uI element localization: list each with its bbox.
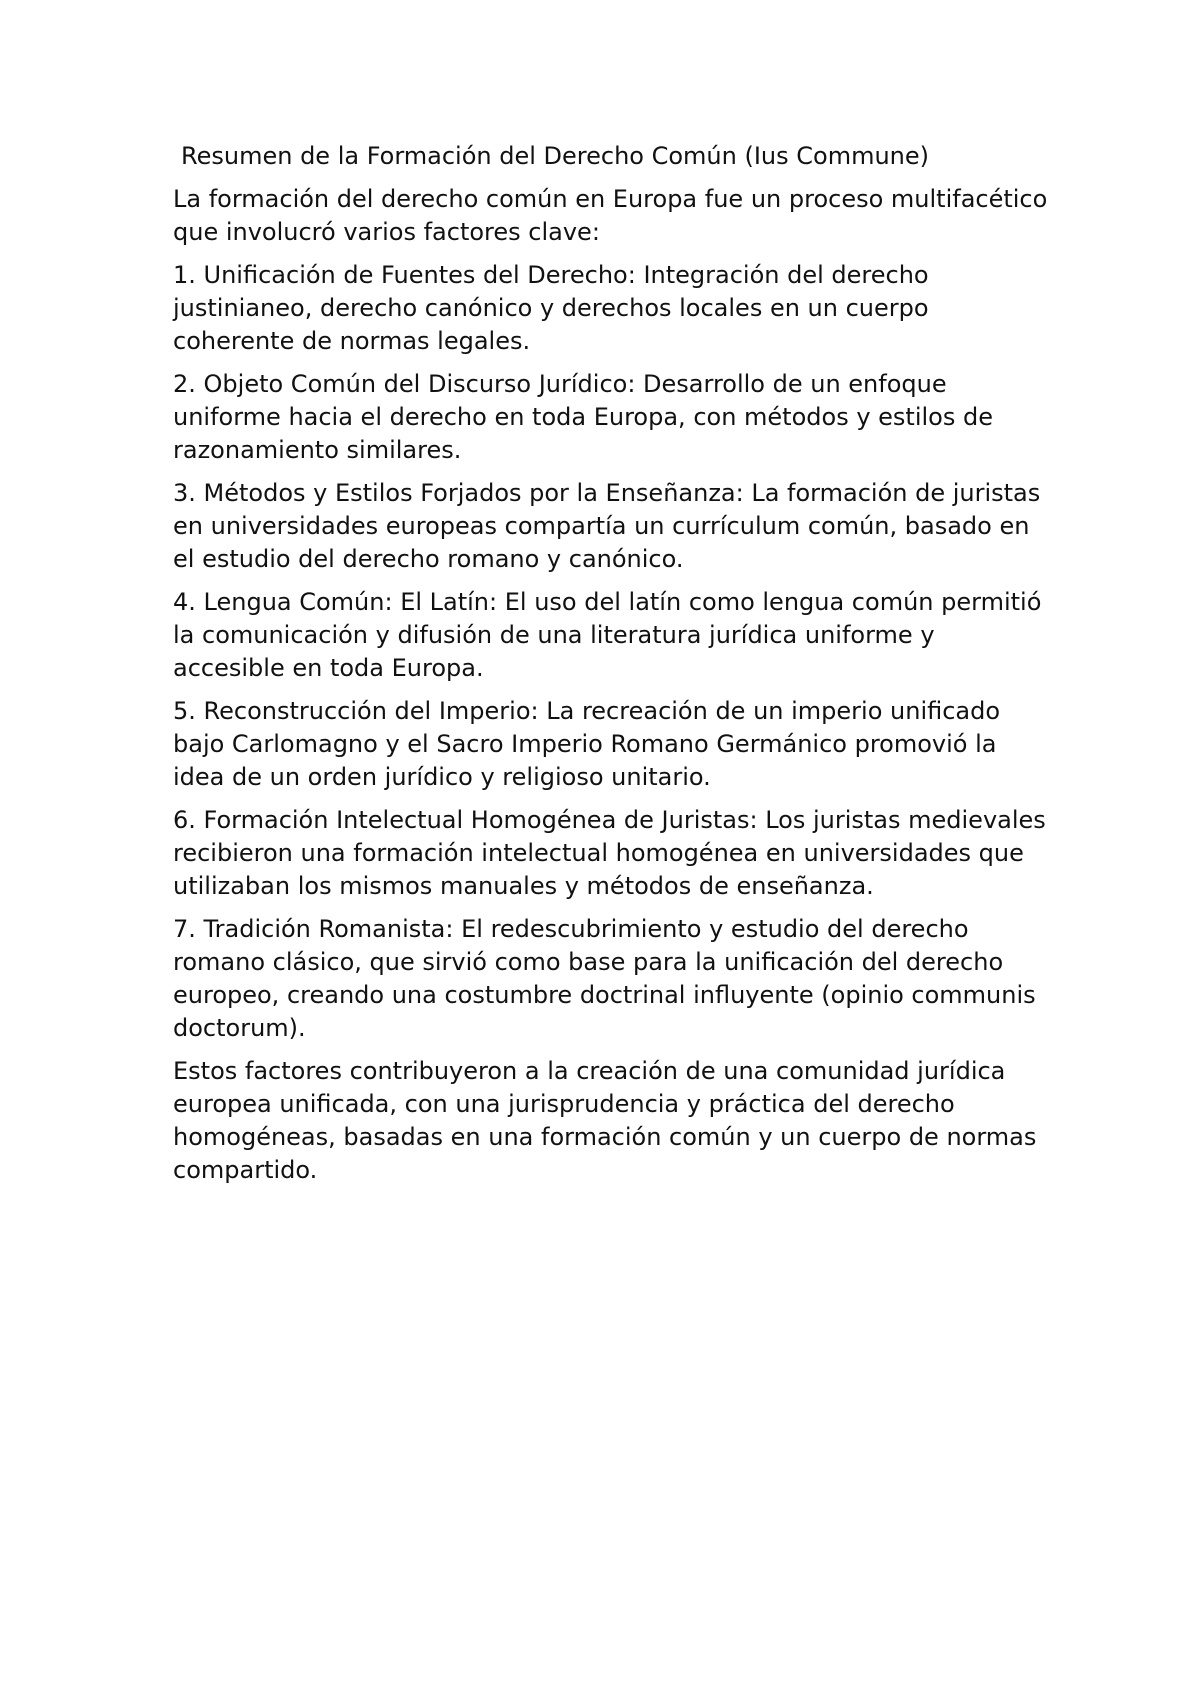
intro-paragraph: La formación del derecho común en Europa fue un proceso multifacético que involucró varios factores clave: bbox=[173, 185, 1048, 246]
list-item: 6. Formación Intelectual Homogénea de Juristas: Los juristas medievales recibieron una formación intelectual homogénea en universidades que utilizaban los mismos manuales y métodos de enseñanza. bbox=[173, 806, 1046, 900]
list-item: 4. Lengua Común: El Latín: El uso del latín como lengua común permitió la comunicación y difusión de una literatura jurídica uniforme y accesible en toda Europa. bbox=[173, 588, 1042, 682]
list-item: 7. Tradición Romanista: El redescubrimiento y estudio del derecho romano clásico, que sirvió como base para la unificación del derecho europeo, creando una costumbre doctrinal influyente (opinio communis doctorum). bbox=[173, 915, 1036, 1042]
document-body bbox=[173, 140, 1053, 1197]
list-item: 2. Objeto Común del Discurso Jurídico: Desarrollo de un enfoque uniforme hacia el derecho en toda Europa, con métodos y estilos de razonamiento similares. bbox=[173, 370, 993, 464]
list-item: 1. Unificación de Fuentes del Derecho: Integración del derecho justinianeo, derecho canónico y derechos locales en un cuerpo coherente de normas legales. bbox=[173, 261, 929, 355]
document-title: Resumen de la Formación del Derecho Común (Ius Commune) bbox=[181, 142, 930, 170]
conclusion-paragraph: Estos factores contribuyeron a la creación de una comunidad jurídica europea unificada, con una jurisprudencia y práctica del derecho homogéneas, basadas en una formación común y un cuerpo de normas compartido. bbox=[173, 1057, 1037, 1184]
list-item: 5. Reconstrucción del Imperio: La recreación de un imperio unificado bajo Carlomagno y el Sacro Imperio Romano Germánico promovió la idea de un orden jurídico y religioso unitario. bbox=[173, 697, 1001, 791]
list-item: 3. Métodos y Estilos Forjados por la Enseñanza: La formación de juristas en universidades europeas compartía un currículum común, basado en el estudio del derecho romano y canónico. bbox=[173, 479, 1041, 573]
